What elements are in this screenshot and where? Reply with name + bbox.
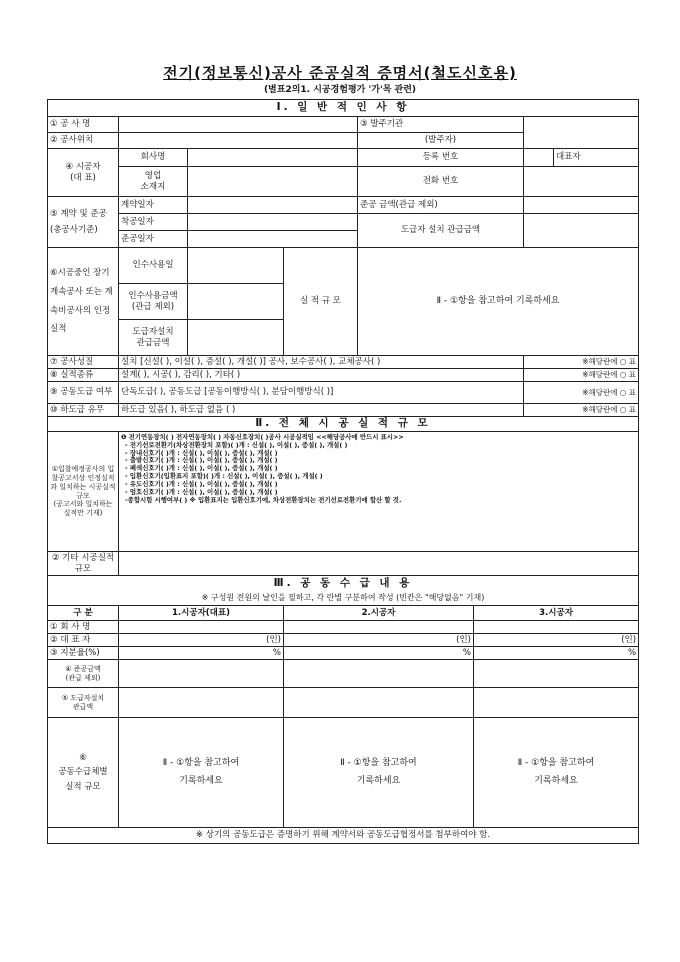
percent-unit: % — [462, 647, 471, 658]
subcontract-options[interactable]: 하도급 있음( ), 하도급 없음 ( ) — [119, 404, 524, 417]
member-scale-label: ⑥ 공동수급체별 실적 규모 — [48, 718, 119, 828]
member1-scale-reference[interactable]: Ⅱ - ①항을 참고하여 기록하세요 — [119, 718, 284, 828]
subcontract-mark: ※해당란에 ○ 표 — [524, 404, 639, 417]
member2-company-field[interactable] — [284, 621, 474, 634]
joint-contract-footer: ※ 상기의 공동도급은 증명하기 위해 계약서와 공동도급협정서를 첨부하여야 함. — [48, 828, 639, 844]
performance-type-label: ⑧ 실적종류 — [48, 369, 119, 382]
work-nature-options[interactable]: 설치 [신설( ), 이설( ), 증설( ), 개설( )] 공사, 보수공사( ), 교체공사( ) — [119, 356, 524, 369]
seal-mark: (인) — [266, 634, 281, 645]
member1-company-field[interactable] — [119, 621, 284, 634]
acceptance-date-field[interactable] — [188, 248, 284, 284]
ordering-agency-field[interactable] — [524, 117, 639, 149]
seal-mark: (인) — [621, 634, 637, 645]
recognized-performance-label: ⑥시공중인 장기계속공사 또는 계속비공사의 인정실적 — [48, 248, 119, 356]
orderer-label: (발주자) — [358, 133, 524, 149]
member2-scale-reference[interactable]: Ⅱ - ①항을 참고하여 기록하세요 — [284, 718, 474, 828]
member2-ceo-field[interactable] — [284, 634, 474, 647]
acceptance-date-label: 인수사용일 — [119, 248, 188, 284]
column-contractor-1: 1.시공자(대표) — [119, 606, 284, 621]
ceo-label — [554, 149, 639, 167]
project-location-field[interactable] — [119, 133, 358, 149]
protection-signal-line: - 엄호신호기( )개 : 신설( ), 이설( ), 증설( ), 개설( ) — [125, 487, 278, 496]
work-nature-label: ⑦ 공사성질 — [48, 356, 119, 369]
joint-contract-options[interactable]: 단독도급( ), 공동도급 [공동이행방식( ), 분담이행방식( )] — [119, 382, 524, 404]
member1-ceo-field[interactable] — [119, 634, 284, 647]
member3-company-field[interactable] — [474, 621, 639, 634]
supplied-amount-field[interactable] — [524, 214, 639, 248]
shunting-signal-line: - 입환신호기(입환표지 포함)( )개 : 신설( ), 이설( ), 증설( ), 개설( ) — [125, 472, 323, 481]
completion-date-label: 준공일자 — [119, 231, 188, 248]
start-date-field[interactable] — [188, 214, 358, 231]
member-supplied-label: ⑤ 도급자설치 관급액 — [48, 688, 119, 718]
section3-heading: Ⅲ. 공 동 수 급 내 용 — [48, 576, 639, 592]
business-address-label: 영업 소재지 — [119, 167, 188, 197]
joint-contract-mark: ※해당란에 ○ 표 — [524, 382, 639, 404]
member-ceo-label: ② 대 표 자 — [48, 634, 119, 647]
member1-share-field[interactable] — [119, 647, 284, 660]
start-date-label: 착공일자 — [119, 214, 188, 231]
member2-supplied-field[interactable] — [284, 688, 474, 718]
project-name-label: ① 공 사 명 — [48, 117, 119, 133]
supplied-amount-label: 도급자 설치 관급금액 — [358, 214, 524, 248]
member1-supplied-field[interactable] — [119, 688, 284, 718]
member3-scale-reference[interactable]: Ⅱ - ①항을 참고하여 기록하세요 — [474, 718, 639, 828]
performance-scale-label: 실 적 규 모 — [284, 248, 358, 356]
accept-supplied-amount-label: 도급자설치 관급금액 — [119, 320, 188, 356]
certificate-form — [47, 99, 639, 844]
work-nature-mark: ※해당란에 ○ 표 — [524, 356, 639, 369]
block-signal-line: - 폐색신호기( )개 : 신설( ), 이설( ), 증설( ), 개설( ) — [125, 464, 278, 473]
performance-scale-reference: Ⅱ - ①항을 참고하여 기록하세요 — [358, 248, 639, 356]
phone-number-label: 전화 번호 — [358, 167, 524, 197]
member-amount-label: ④ 준공금액 (관급 제외) — [48, 660, 119, 688]
home-signal-line: - 장내신호기( )개 : 신설( ), 이설( ), 증설( ), 개설( ) — [125, 448, 278, 457]
device-type-line: ❶ 전기연동장치( ) 전자연동장치( ) 자동신호장치( )공사 시공실적임 <<해당공사에 반드시 표시>> — [121, 433, 404, 441]
column-category: 구 분 — [48, 606, 119, 621]
section1-heading: Ⅰ. 일 반 적 인 사 항 — [48, 100, 639, 117]
company-name-field[interactable] — [188, 149, 358, 167]
member1-amount-field[interactable] — [119, 660, 284, 688]
other-performance-label: ② 기타 시공실적 규모 — [48, 552, 119, 576]
document-title: 전기(정보통신)공사 준공실적 증명서(철도신호용) — [163, 64, 517, 82]
contract-completion-label: ⑤ 계약 및 준공 (총공사기준) — [48, 197, 119, 248]
company-name-label: 회사명 — [119, 149, 188, 167]
integrated-test-line: -종합시험 시행여부( ) ※ 입환표지는 입환신호기에, 차상전환장치는 전기선로전환기에 합산 할 것. — [125, 495, 402, 504]
joint-contract-label: ⑨ 공동도급 여부 — [48, 382, 119, 404]
completion-amount-label: 준공 금액(관급 제외) — [358, 197, 524, 214]
registration-number-field[interactable] — [524, 149, 554, 167]
percent-unit: % — [627, 647, 637, 658]
acceptance-amount-label: 인수사용금액 (관급 제외) — [119, 284, 188, 320]
completion-date-field[interactable] — [188, 231, 358, 248]
registration-number-label: 등록 번호 — [358, 149, 524, 167]
performance-type-options[interactable]: 설계( ), 시공( ), 감리( ), 기타( ) — [119, 369, 524, 382]
ordering-agency-label: ③ 발주기관 — [358, 117, 524, 133]
point-machine-line: - 전기선로전환기(차상전환장치 포함)( )개 : 신설( ), 이설( ), 증설( ), 개설( ) — [125, 440, 348, 449]
member3-share-field[interactable] — [474, 647, 639, 660]
member2-share-field[interactable] — [284, 647, 474, 660]
member-company-label: ① 회 사 명 — [48, 621, 119, 634]
bid-performance-label: ①입찰예정공사의 입찰공고서상 인정실적과 일치하는 시공실적 규모 (공고서와 일치하는 실적만 기재) — [48, 432, 119, 552]
acceptance-amount-field[interactable] — [188, 284, 284, 320]
starting-signal-line: - 출발신호기( )개 : 신설( ), 이설( ), 증설( ), 개설( ) — [125, 456, 278, 465]
column-contractor-3: 3.시공자 — [474, 606, 639, 621]
business-address-field[interactable] — [188, 167, 358, 197]
contract-date-label: 계약일자 — [119, 197, 188, 214]
member3-supplied-field[interactable] — [474, 688, 639, 718]
seal-mark: (인) — [456, 634, 471, 645]
member-share-label: ③ 지분율(%) — [48, 647, 119, 660]
bid-performance-scale[interactable] — [119, 432, 639, 552]
project-name-field[interactable] — [119, 117, 358, 133]
column-contractor-2: 2.시공자 — [284, 606, 474, 621]
calling-on-signal-line: - 유도신호기( )개 : 신설( ), 이설( ), 증설( ), 개설( ) — [125, 479, 278, 488]
completion-amount-field[interactable] — [524, 197, 639, 214]
accept-supplied-amount-field[interactable] — [188, 320, 284, 356]
subcontract-label: ⑩ 하도급 유무 — [48, 404, 119, 417]
member2-amount-field[interactable] — [284, 660, 474, 688]
member3-amount-field[interactable] — [474, 660, 639, 688]
member3-ceo-field[interactable] — [474, 634, 639, 647]
section2-heading: Ⅱ. 전 체 시 공 실 적 규 모 — [48, 417, 639, 432]
ceo-label-text: 대표자 — [556, 152, 581, 163]
document-subtitle: (별표2의1. 시공경험평가 '가'목 관련) — [263, 85, 417, 95]
project-location-label: ② 공사위치 — [48, 133, 119, 149]
performance-type-mark: ※해당란에 ○ 표 — [524, 369, 639, 382]
contract-date-field[interactable] — [188, 197, 358, 214]
percent-unit: % — [272, 647, 281, 658]
contractor-label: ④ 시공자 (대 표) — [48, 149, 119, 197]
other-performance-field[interactable] — [119, 552, 639, 576]
phone-number-field[interactable] — [524, 167, 639, 197]
section3-note: ※ 구성원 전원의 날인을 필하고, 각 란별 구분하여 작성 (빈칸은 "해당없음" 기재) — [48, 592, 639, 606]
